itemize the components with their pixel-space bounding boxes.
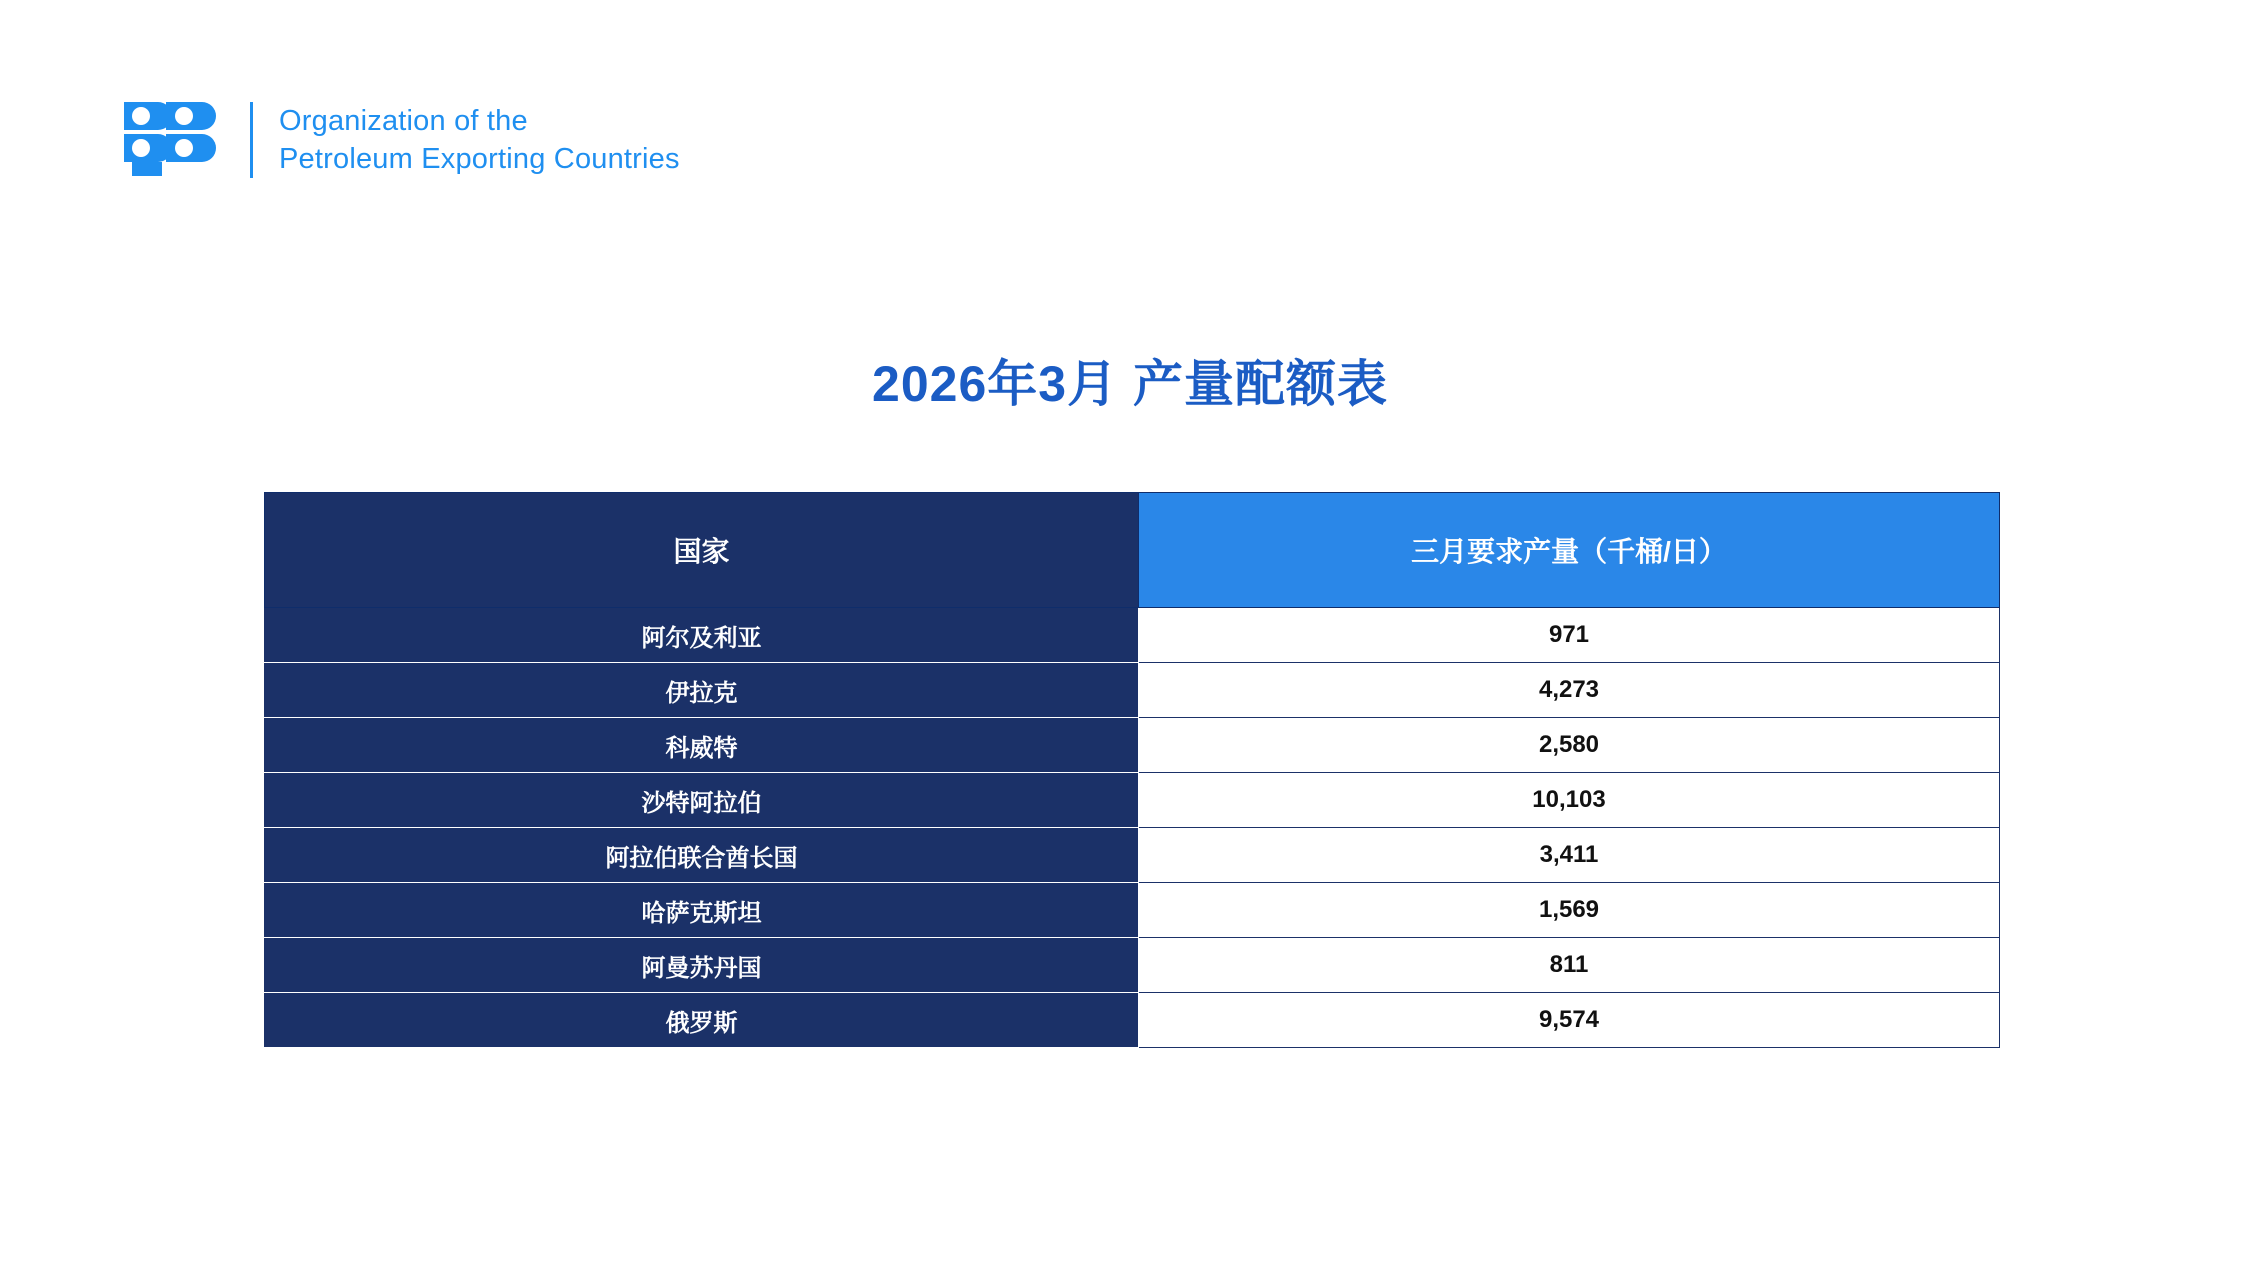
table-row — [265, 828, 2000, 883]
table-header-row — [265, 493, 2000, 608]
cell-country: 阿尔及利亚 — [265, 608, 1139, 663]
table-row — [265, 938, 2000, 993]
page-title: 2026年3月 产量配额表 — [872, 356, 1388, 412]
logo-wordmark-line2: Petroleum Exporting Countries — [279, 143, 680, 175]
cell-value: 2,580 — [1139, 718, 2000, 773]
table-row — [265, 773, 2000, 828]
table-row — [265, 883, 2000, 938]
production-quota-table — [264, 492, 2000, 1048]
opec-logo — [118, 92, 680, 188]
table-row — [265, 993, 2000, 1048]
logo-wordmark-line1: Organization of the — [279, 104, 528, 137]
cell-value: 1,569 — [1139, 883, 2000, 938]
cell-value: 10,103 — [1139, 773, 2000, 828]
table-row — [265, 608, 2000, 663]
column-header-value: 三月要求产量（千桶/日） — [1139, 493, 2000, 608]
table-row — [265, 718, 2000, 773]
cell-country: 伊拉克 — [265, 663, 1139, 718]
cell-value: 9,574 — [1139, 993, 2000, 1048]
cell-country: 哈萨克斯坦 — [265, 883, 1139, 938]
logo-wordmark — [279, 102, 680, 179]
cell-country: 阿拉伯联合酋长国 — [265, 828, 1139, 883]
opec-logo-icon — [118, 96, 236, 184]
cell-country: 俄罗斯 — [265, 993, 1139, 1048]
cell-country: 沙特阿拉伯 — [265, 773, 1139, 828]
cell-value: 811 — [1139, 938, 2000, 993]
logo-divider — [250, 102, 253, 178]
cell-country: 科威特 — [265, 718, 1139, 773]
column-header-country: 国家 — [265, 493, 1139, 608]
table-row — [265, 663, 2000, 718]
cell-country: 阿曼苏丹国 — [265, 938, 1139, 993]
cell-value: 3,411 — [1139, 828, 2000, 883]
cell-value: 971 — [1139, 608, 2000, 663]
cell-value: 4,273 — [1139, 663, 2000, 718]
